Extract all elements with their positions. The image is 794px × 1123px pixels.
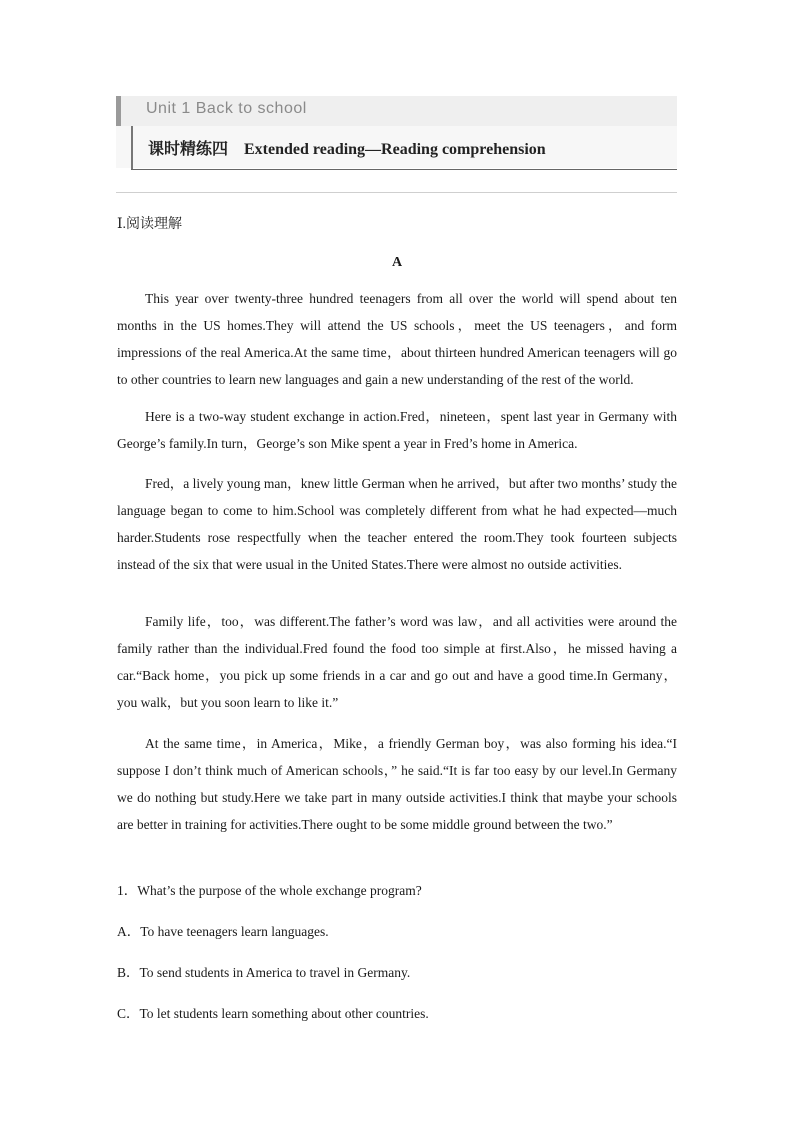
- header-top-band: [116, 96, 677, 126]
- passage-label: A: [391, 255, 403, 270]
- unit-title: Unit 1 Back to school: [146, 100, 307, 117]
- header-bottom-band: [116, 126, 677, 168]
- paragraph-2: Here is a two-way student exchange in action.Fred，nineteen，spent last year in Germany with George’s family.In turn，George’s son Mike spent a year in Fred’s home in America.: [117, 409, 677, 451]
- header-divider: [116, 192, 677, 193]
- header-underline: [131, 169, 677, 170]
- paragraph-4: Family life，too，was different.The father’s word was law，and all activities were around the family rather than the individual.Fred found the food too simple at first.Also，he missed having a car.“Back home，you pick up some friends in a car and go out and have a good time.In Germany，you walk，but you soon learn to like it.”: [117, 614, 677, 710]
- section-title: Ⅰ.阅读理解: [117, 217, 183, 232]
- option-c: C．To let students learn something about other countries.: [117, 1006, 429, 1021]
- lesson-title: 课时精练四 Extended reading—Reading comprehension: [148, 141, 546, 158]
- paragraph-5: At the same time，in America，Mike，a friendly German boy，was also forming his idea.“I suppose I don’t think much of American schools，” he said.“It is far too easy by our level.In Germany we do nothing but study.Here we take part in many outside activities.I think that maybe your schools are better in training for activities.There ought to be some middle ground between the two.”: [117, 736, 677, 832]
- paragraph-3: Fred，a lively young man，knew little German when he arrived，but after two months’ study the language began to come to him.School was completely different from what he had expected—much harder.Students rose respectfully when the teacher entered the room.They took fourteen subjects instead of the six that were usual in the United States.There were almost no outside activities.: [117, 476, 677, 572]
- option-b: B．To send students in America to travel in Germany.: [117, 965, 411, 980]
- header-accent-bar: [116, 96, 121, 126]
- question-1-text: 1．What’s the purpose of the whole exchange program?: [117, 883, 422, 898]
- option-a: A．To have teenagers learn languages.: [117, 924, 329, 939]
- paragraph-1: This year over twenty-three hundred teenagers from all over the world will spend about ten months in the US homes.They will attend the US schools，meet the US teenagers，and form impressions of the real America.At the same time，about thirteen hundred American teenagers will go to other countries to learn new languages and gain a new understanding of the rest of the world.: [117, 291, 677, 387]
- header-vertical-rule: [131, 126, 133, 170]
